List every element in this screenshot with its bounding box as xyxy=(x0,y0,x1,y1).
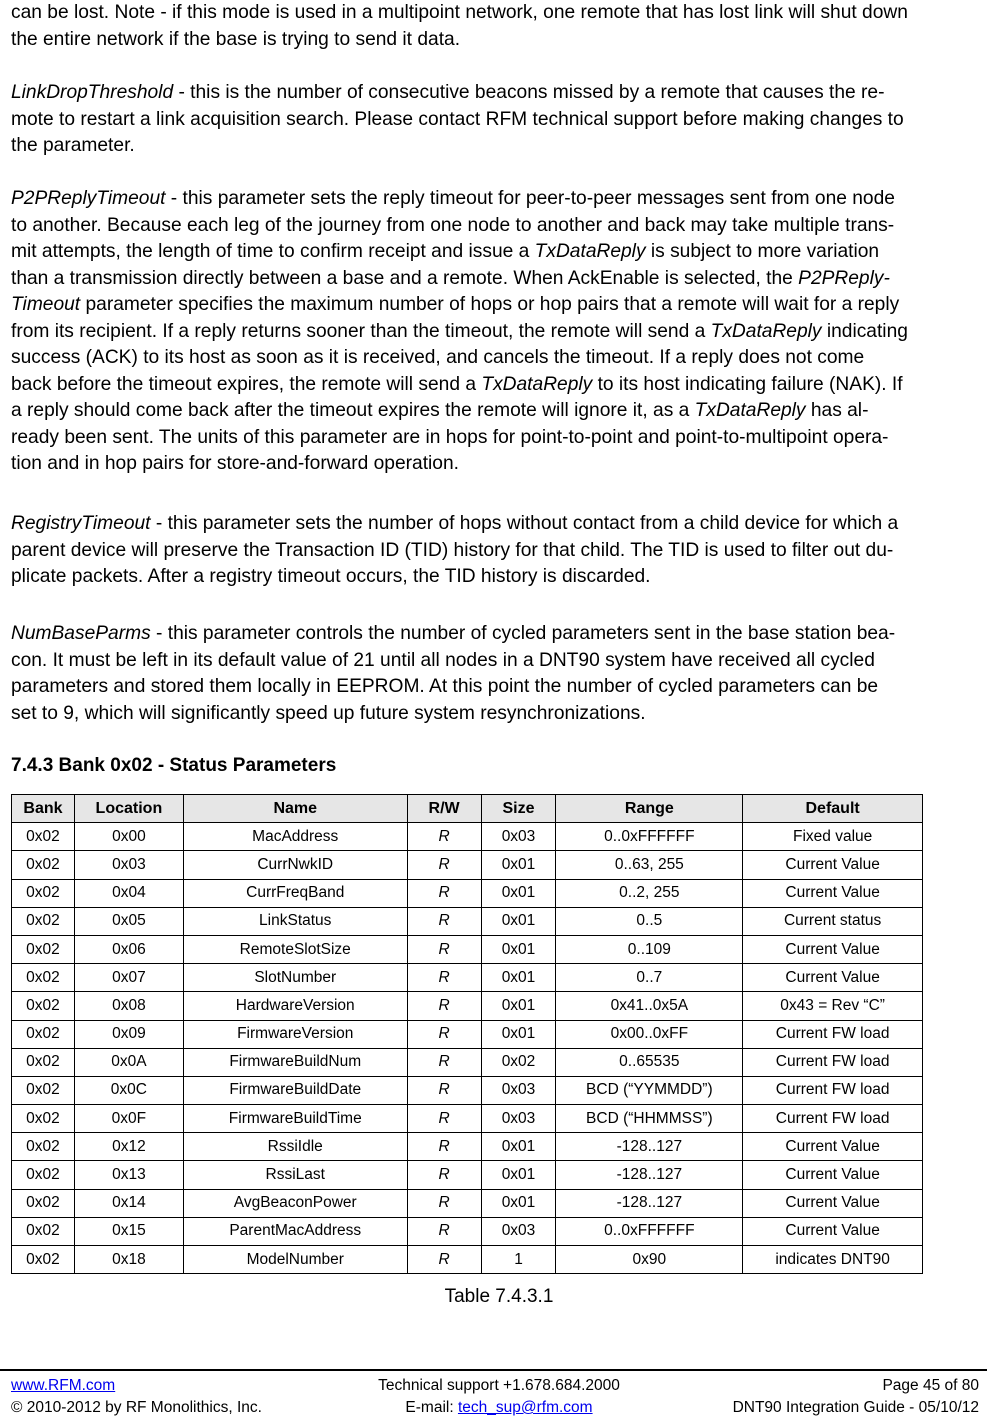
website-link[interactable]: www.RFM.com xyxy=(11,1377,116,1394)
cell-name: RssiLast xyxy=(183,1161,407,1189)
cell-location: 0x0F xyxy=(74,1105,183,1133)
page-footer xyxy=(11,1375,987,1419)
cell-bank: 0x02 xyxy=(12,1217,75,1245)
table-row xyxy=(12,1189,923,1217)
term-p2p-reply-timeout-hyphenated: P2PReply- Timeout xyxy=(11,267,890,315)
cell-default: 0x43 = Rev “C” xyxy=(743,992,923,1020)
support-email: E-mail: tech_sup@rfm.com xyxy=(405,1399,593,1416)
cell-location: 0x0C xyxy=(74,1076,183,1104)
cell-bank: 0x02 xyxy=(12,1048,75,1076)
cell-default: Current status xyxy=(743,907,923,935)
cell-name: CurrFreqBand xyxy=(183,879,407,907)
cell-range: 0..2, 255 xyxy=(556,879,743,907)
cell-name: ParentMacAddress xyxy=(183,1217,407,1245)
cell-size: 0x03 xyxy=(481,1076,556,1104)
cell-name: FirmwareVersion xyxy=(183,1020,407,1048)
cell-default: Current Value xyxy=(743,935,923,963)
cell-bank: 0x02 xyxy=(12,1076,75,1104)
table-row xyxy=(12,1048,923,1076)
table-body xyxy=(12,823,923,1274)
cell-rw: R xyxy=(407,1105,481,1133)
paragraph-registry-timeout: RegistryTimeout - this parameter sets the number of hops without contact from a child device for which a parent device will preserve the Transaction ID (TID) history for that child. The TID is used to filter out du- plicate packets. After a registry timeout occurs, the TID history is discarded. xyxy=(11,513,899,587)
paragraph-p2p-reply-timeout: P2PReplyTimeout - this parameter sets the reply timeout for peer-to-peer messages sent from one node to another. Because each leg of the journey from one node to another and back may take multiple trans- mit attempts, the length of time to confirm receipt and issue a TxDataReply is subject to more variation than a transmission directly between a base and a remote. When AckEnable is selected, the P2PReply- Timeout parameter specifies the maximum number of hops or hop pairs that a remote will wait for a reply from its recipient. If a reply returns sooner than the timeout, the remote will send a TxDataReply indicating success (ACK) to its host as soon as it is received, and cancels the timeout. If a reply does not come back before the timeout expires, the remote will send a TxDataReply to its host indicating failure (NAK). If a reply should come back after the timeout expires the remote will ignore it, as a TxDataReply has al- ready been sent. The units of this parameter are in hops for point-to-point and point-to-multipoint opera- tion and in hop pairs for store-and-forward operation. xyxy=(11,188,908,474)
cell-bank: 0x02 xyxy=(12,992,75,1020)
cell-range: 0x00..0xFF xyxy=(556,1020,743,1048)
cell-rw: R xyxy=(407,1161,481,1189)
cell-location: 0x13 xyxy=(74,1161,183,1189)
cell-bank: 0x02 xyxy=(12,935,75,963)
copyright: © 2010-2012 by RF Monolithics, Inc. xyxy=(11,1399,262,1416)
cell-size: 0x01 xyxy=(481,1133,556,1161)
cell-size: 0x01 xyxy=(481,1020,556,1048)
cell-rw: R xyxy=(407,1020,481,1048)
cell-location: 0x08 xyxy=(74,992,183,1020)
cell-name: FirmwareBuildNum xyxy=(183,1048,407,1076)
cell-range: BCD (“HHMMSS”) xyxy=(556,1105,743,1133)
header-range: Range xyxy=(556,795,743,823)
cell-default: Current FW load xyxy=(743,1048,923,1076)
cell-location: 0x0A xyxy=(74,1048,183,1076)
cell-range: -128..127 xyxy=(556,1133,743,1161)
cell-location: 0x04 xyxy=(74,879,183,907)
footer-divider xyxy=(0,1369,987,1371)
header-bank: Bank xyxy=(12,795,75,823)
page-number: Page 45 of 80 xyxy=(882,1377,979,1394)
cell-size: 1 xyxy=(481,1246,556,1274)
cell-range: 0..65535 xyxy=(556,1048,743,1076)
table-row xyxy=(12,1133,923,1161)
cell-range: 0x90 xyxy=(556,1246,743,1274)
term-tx-data-reply: TxDataReply xyxy=(710,320,822,342)
cell-location: 0x06 xyxy=(74,935,183,963)
cell-location: 0x12 xyxy=(74,1133,183,1161)
cell-bank: 0x02 xyxy=(12,1105,75,1133)
cell-range: 0..109 xyxy=(556,935,743,963)
cell-rw: R xyxy=(407,1246,481,1274)
cell-rw: R xyxy=(407,935,481,963)
cell-size: 0x01 xyxy=(481,935,556,963)
section-title: 7.4.3 Bank 0x02 - Status Parameters xyxy=(11,755,337,776)
table-row xyxy=(12,992,923,1020)
cell-size: 0x01 xyxy=(481,1189,556,1217)
cell-name: FirmwareBuildDate xyxy=(183,1076,407,1104)
cell-bank: 0x02 xyxy=(12,1133,75,1161)
term-tx-data-reply: TxDataReply xyxy=(481,373,593,395)
cell-location: 0x05 xyxy=(74,907,183,935)
cell-rw: R xyxy=(407,1048,481,1076)
header-rw: R/W xyxy=(407,795,481,823)
table-row xyxy=(12,823,923,851)
table-row xyxy=(12,1105,923,1133)
cell-name: RemoteSlotSize xyxy=(183,935,407,963)
cell-default: Current Value xyxy=(743,1217,923,1245)
support-phone: Technical support +1.678.684.2000 xyxy=(378,1377,620,1394)
cell-size: 0x01 xyxy=(481,907,556,935)
table-caption: Table 7.4.3.1 xyxy=(444,1286,554,1307)
cell-bank: 0x02 xyxy=(12,1020,75,1048)
guide-title: DNT90 Integration Guide - 05/10/12 xyxy=(732,1399,979,1416)
cell-name: RssiIdle xyxy=(183,1133,407,1161)
cell-name: AvgBeaconPower xyxy=(183,1189,407,1217)
cell-range: BCD (“YYMMDD”) xyxy=(556,1076,743,1104)
term-tx-data-reply: TxDataReply xyxy=(534,241,646,262)
cell-size: 0x01 xyxy=(481,851,556,879)
cell-default: Current Value xyxy=(743,879,923,907)
email-link[interactable]: tech_sup@rfm.com xyxy=(457,1399,593,1416)
cell-location: 0x15 xyxy=(74,1217,183,1245)
cell-rw: R xyxy=(407,1217,481,1245)
cell-range: 0..0xFFFFFF xyxy=(556,823,743,851)
cell-bank: 0x02 xyxy=(12,1189,75,1217)
cell-rw: R xyxy=(407,851,481,879)
cell-range: 0..5 xyxy=(556,907,743,935)
cell-name: HardwareVersion xyxy=(183,992,407,1020)
table-row xyxy=(12,935,923,963)
cell-default: Current FW load xyxy=(743,1020,923,1048)
term-registry-timeout: RegistryTimeout xyxy=(11,513,151,534)
term-link-drop-threshold: LinkDropThreshold xyxy=(11,82,174,103)
cell-name: MacAddress xyxy=(183,823,407,851)
table-row xyxy=(12,1161,923,1189)
cell-default: Current Value xyxy=(743,1133,923,1161)
cell-bank: 0x02 xyxy=(12,1161,75,1189)
cell-default: Current FW load xyxy=(743,1105,923,1133)
cell-size: 0x03 xyxy=(481,1105,556,1133)
status-parameters-table xyxy=(11,794,923,1274)
cell-bank: 0x02 xyxy=(12,823,75,851)
cell-size: 0x03 xyxy=(481,823,556,851)
table-row xyxy=(12,1076,923,1104)
cell-size: 0x01 xyxy=(481,879,556,907)
cell-range: -128..127 xyxy=(556,1189,743,1217)
term-p2p-reply-timeout: P2PReplyTimeout xyxy=(11,188,166,209)
term-tx-data-reply: TxDataReply xyxy=(694,400,806,421)
cell-range: 0..63, 255 xyxy=(556,851,743,879)
paragraph-num-base-parms: NumBaseParms - this parameter controls the number of cycled parameters sent in the base station bea- con. It must be left in its default value of 21 until all nodes in a DNT90 system have received all cycled parameters and stored them locally in EEPROM. At this point the number of cycled parameters can be set to 9, which will significantly speed up future system resynchronizations. xyxy=(11,623,896,724)
cell-bank: 0x02 xyxy=(12,851,75,879)
cell-default: indicates DNT90 xyxy=(743,1246,923,1274)
cell-rw: R xyxy=(407,964,481,992)
cell-location: 0x03 xyxy=(74,851,183,879)
cell-size: 0x02 xyxy=(481,1048,556,1076)
cell-rw: R xyxy=(407,907,481,935)
cell-name: SlotNumber xyxy=(183,964,407,992)
cell-size: 0x01 xyxy=(481,1161,556,1189)
table-row xyxy=(12,879,923,907)
cell-bank: 0x02 xyxy=(12,907,75,935)
header-name: Name xyxy=(183,795,407,823)
header-location: Location xyxy=(74,795,183,823)
cell-location: 0x00 xyxy=(74,823,183,851)
cell-rw: R xyxy=(407,1133,481,1161)
cell-size: 0x01 xyxy=(481,964,556,992)
cell-default: Current Value xyxy=(743,1189,923,1217)
cell-location: 0x07 xyxy=(74,964,183,992)
cell-default: Current FW load xyxy=(743,1076,923,1104)
table-row xyxy=(12,907,923,935)
table-row xyxy=(12,1246,923,1274)
cell-bank: 0x02 xyxy=(12,1246,75,1274)
cell-bank: 0x02 xyxy=(12,964,75,992)
cell-range: 0x41..0x5A xyxy=(556,992,743,1020)
cell-default: Fixed value xyxy=(743,823,923,851)
cell-name: CurrNwkID xyxy=(183,851,407,879)
cell-location: 0x18 xyxy=(74,1246,183,1274)
cell-rw: R xyxy=(407,1189,481,1217)
cell-location: 0x09 xyxy=(74,1020,183,1048)
term-num-base-parms: NumBaseParms xyxy=(11,623,151,644)
cell-range: 0..0xFFFFFF xyxy=(556,1217,743,1245)
cell-default: Current Value xyxy=(743,1161,923,1189)
table-row xyxy=(12,964,923,992)
cell-location: 0x14 xyxy=(74,1189,183,1217)
cell-bank: 0x02 xyxy=(12,879,75,907)
cell-rw: R xyxy=(407,879,481,907)
cell-name: ModelNumber xyxy=(183,1246,407,1274)
table-header-row xyxy=(12,795,923,823)
cell-default: Current Value xyxy=(743,851,923,879)
cell-name: FirmwareBuildTime xyxy=(183,1105,407,1133)
cell-size: 0x01 xyxy=(481,992,556,1020)
cell-rw: R xyxy=(407,823,481,851)
cell-name: LinkStatus xyxy=(183,907,407,935)
cell-range: -128..127 xyxy=(556,1161,743,1189)
cell-default: Current Value xyxy=(743,964,923,992)
table-row xyxy=(12,1020,923,1048)
table-row xyxy=(12,851,923,879)
cell-size: 0x03 xyxy=(481,1217,556,1245)
header-default: Default xyxy=(743,795,923,823)
header-size: Size xyxy=(481,795,556,823)
paragraph-link-drop-mode-note: can be lost. Note - if this mode is used in a multipoint network, one remote that has lost link will shut down the entire network if the base is trying to send it data. xyxy=(11,2,908,50)
table-row xyxy=(12,1217,923,1245)
cell-rw: R xyxy=(407,992,481,1020)
cell-range: 0..7 xyxy=(556,964,743,992)
paragraph-link-drop-threshold: LinkDropThreshold - this is the number of consecutive beacons missed by a remote that causes the re- mote to restart a link acquisition search. Please contact RFM technical support before making changes to the parameter. xyxy=(11,82,904,156)
cell-rw: R xyxy=(407,1076,481,1104)
